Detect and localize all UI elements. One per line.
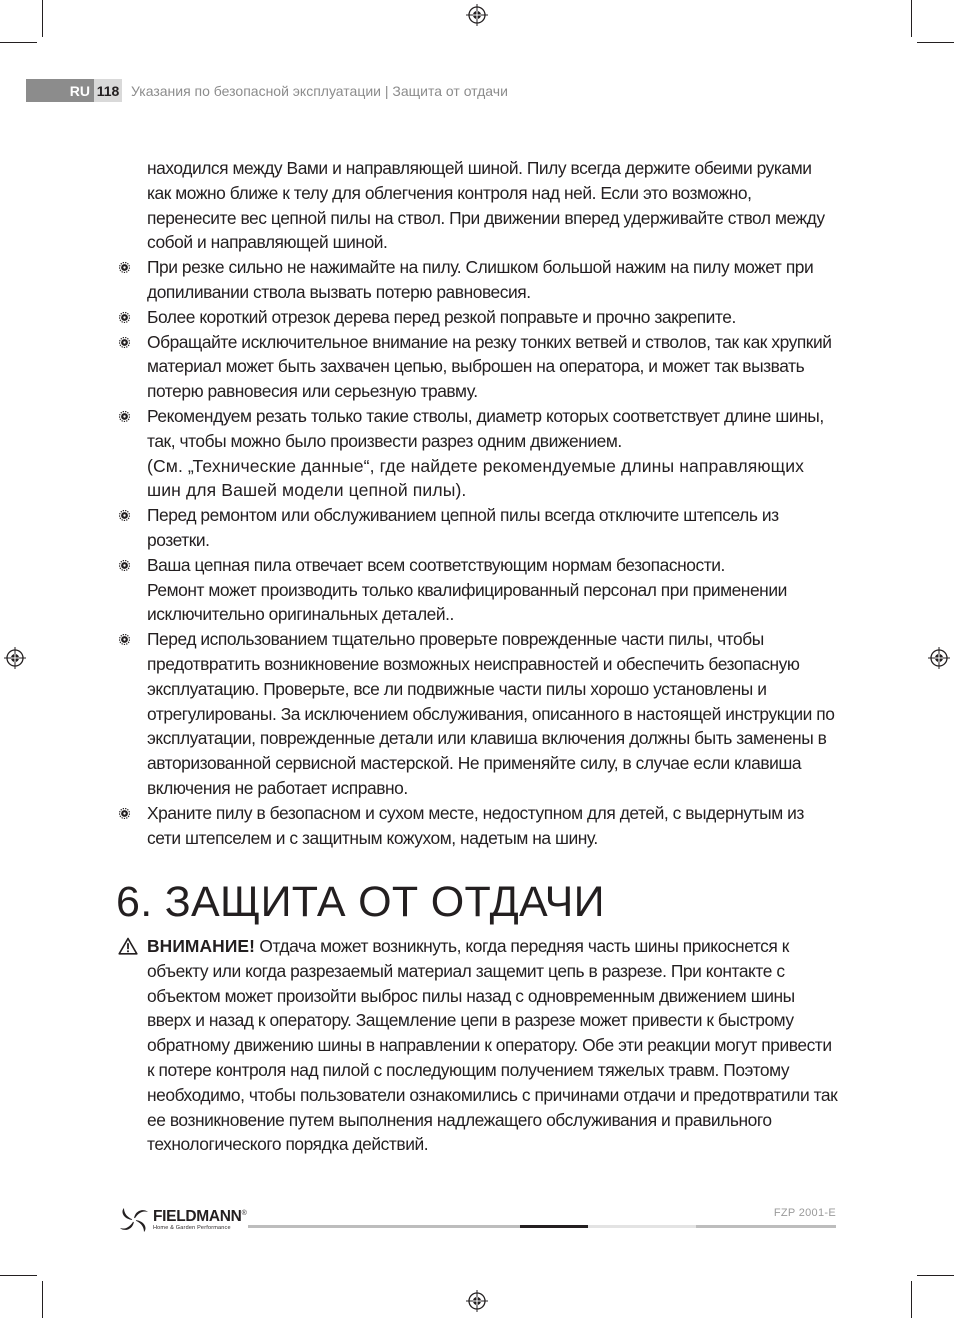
list-item-text: Перед ремонтом или обслуживанием цепной пилы всегда отключите штепсель из розетки. <box>147 505 779 550</box>
brand-logo <box>118 1206 248 1234</box>
gear-bullet-icon <box>119 808 130 819</box>
list-item <box>118 503 838 553</box>
warning-block <box>118 934 838 1157</box>
gear-bullet-icon <box>119 510 130 521</box>
intro-paragraph: находился между Вами и направляющей шиной. Пилу всегда держите обеими руками как можно ближе к телу для облегчения контроля над ней. Если это возможно, перенесите вес цепной пилы на ствол. При движении вперед удерживайте ствол между собой и направляющей шиной. <box>147 158 825 253</box>
gear-bullet-icon <box>119 411 130 422</box>
list-item-text: Рекомендуем резать только такие стволы, диаметр которых соответствует длине шины, так, чтобы можно было произвести разрез одним движением. <box>147 405 824 451</box>
gear-bullet-icon <box>119 312 130 323</box>
warning-triangle-icon <box>118 937 138 955</box>
running-title: Указания по безопасной эксплуатации | Защита от отдачи <box>131 82 508 99</box>
list-item <box>118 801 838 851</box>
list-item <box>118 255 838 305</box>
safety-instructions <box>118 156 838 850</box>
crop-mark <box>917 42 954 43</box>
crop-mark <box>0 42 37 43</box>
registration-mark-icon <box>466 1290 488 1312</box>
gear-bullet-icon <box>119 337 130 348</box>
list-item-text: При резке сильно не нажимайте на пилу. Слишком большой нажим на пилу может при допиливании ствола вызвать потерю равновесия. <box>147 257 814 302</box>
list-item-text: Обращайте исключительное внимание на резку тонких ветвей и стволов, так как хрупкий материал может быть захвачен цепью, выброшен на оператора, и может так вызвать потерю равновесия или серьезную травму. <box>147 331 832 402</box>
list-item-text: Ваша цепная пила отвечает всем соответствующим нормам безопасности. <box>147 554 725 575</box>
list-item-text: Храните пилу в безопасном и сухом месте, недоступном для детей, с выдернутым из сети штепселем и с защитным кожухом, надетым на шину. <box>147 802 804 848</box>
footer-rule <box>696 1225 836 1228</box>
list-item-text: Ремонт может производить только квалифицированный персонал при применении исключительно оригинальных деталей.. <box>147 579 787 625</box>
warning-label: ВНИМАНИЕ! <box>147 936 256 956</box>
footer-rule <box>520 1225 588 1228</box>
crop-mark <box>911 1281 912 1318</box>
brand-name: FIELDMANN® <box>153 1208 247 1225</box>
gear-bullet-icon <box>119 560 130 571</box>
model-number: FZP 2001-E <box>773 1207 836 1219</box>
crop-mark <box>911 0 912 37</box>
fieldmann-swirl-icon <box>118 1206 150 1234</box>
crop-mark <box>917 1275 954 1276</box>
footer-rule <box>588 1225 696 1228</box>
gear-bullet-icon <box>119 634 130 645</box>
crop-mark <box>0 1275 37 1276</box>
section-title: 6. ЗАЩИТА ОТ ОТДАЧИ <box>116 878 605 926</box>
list-item <box>118 404 838 503</box>
brand-tagline: Home & Garden Performance <box>153 1225 231 1231</box>
registration-mark-icon <box>4 647 26 669</box>
list-item-note: (См. „Технические данные“, где найдете рекомендуемые длины направляющих шин для Вашей модели цепной пилы). <box>147 455 805 501</box>
footer-rule <box>248 1225 520 1228</box>
registration-mark-icon <box>466 4 488 26</box>
list-item <box>118 553 838 627</box>
crop-mark <box>42 1281 43 1318</box>
page-number: 118 <box>94 79 122 102</box>
list-item-text: Перед использованием тщательно проверьте поврежденные части пилы, чтобы предотвратить возникновение возможных неисправностей и обеспечить безопасную эксплуатацию. Проверьте, все ли подвижные части пилы хорошо установлены и отрегулированы. За исключением обслуживания, описанного в настоящей инструкции по эксплуатации, поврежденные детали или клавиша включения должны быть заменены в авторизованной сервисной мастерской. Не применяйте силу, в случае если клавиша включения не работает исправно. <box>147 629 835 798</box>
language-badge: RU <box>26 79 94 102</box>
gear-bullet-icon <box>119 262 130 273</box>
list-item <box>118 330 838 404</box>
list-item <box>118 305 838 330</box>
crop-mark <box>42 0 43 37</box>
list-item <box>118 627 838 801</box>
registration-mark-icon <box>928 647 950 669</box>
page-header <box>26 79 508 102</box>
list-item-text: Более короткий отрезок дерева перед резкой поправьте и прочно закрепите. <box>147 306 736 327</box>
warning-text: Отдача может возникнуть, когда передняя часть шины прикоснется к объекту или когда разрезаемый материал защемит цепь в разрезе. При контакте с объектом может произойти выброс пилы назад с одновременным движением шины вверх и назад к оператору. Защемление цепи в разрезе может привести к быстрому обратному движению шины в направлении к оператору. Обе эти реакции могут привести к потере контроля над пилой с последующим получением тяжелых травм. Поэтому необходимо, чтобы пользователи ознакомились с причинами отдачи и предотвратили так ее возникновение путем выполнения надлежащего обслуживания и правильного технологического порядка действий. <box>147 936 838 1155</box>
